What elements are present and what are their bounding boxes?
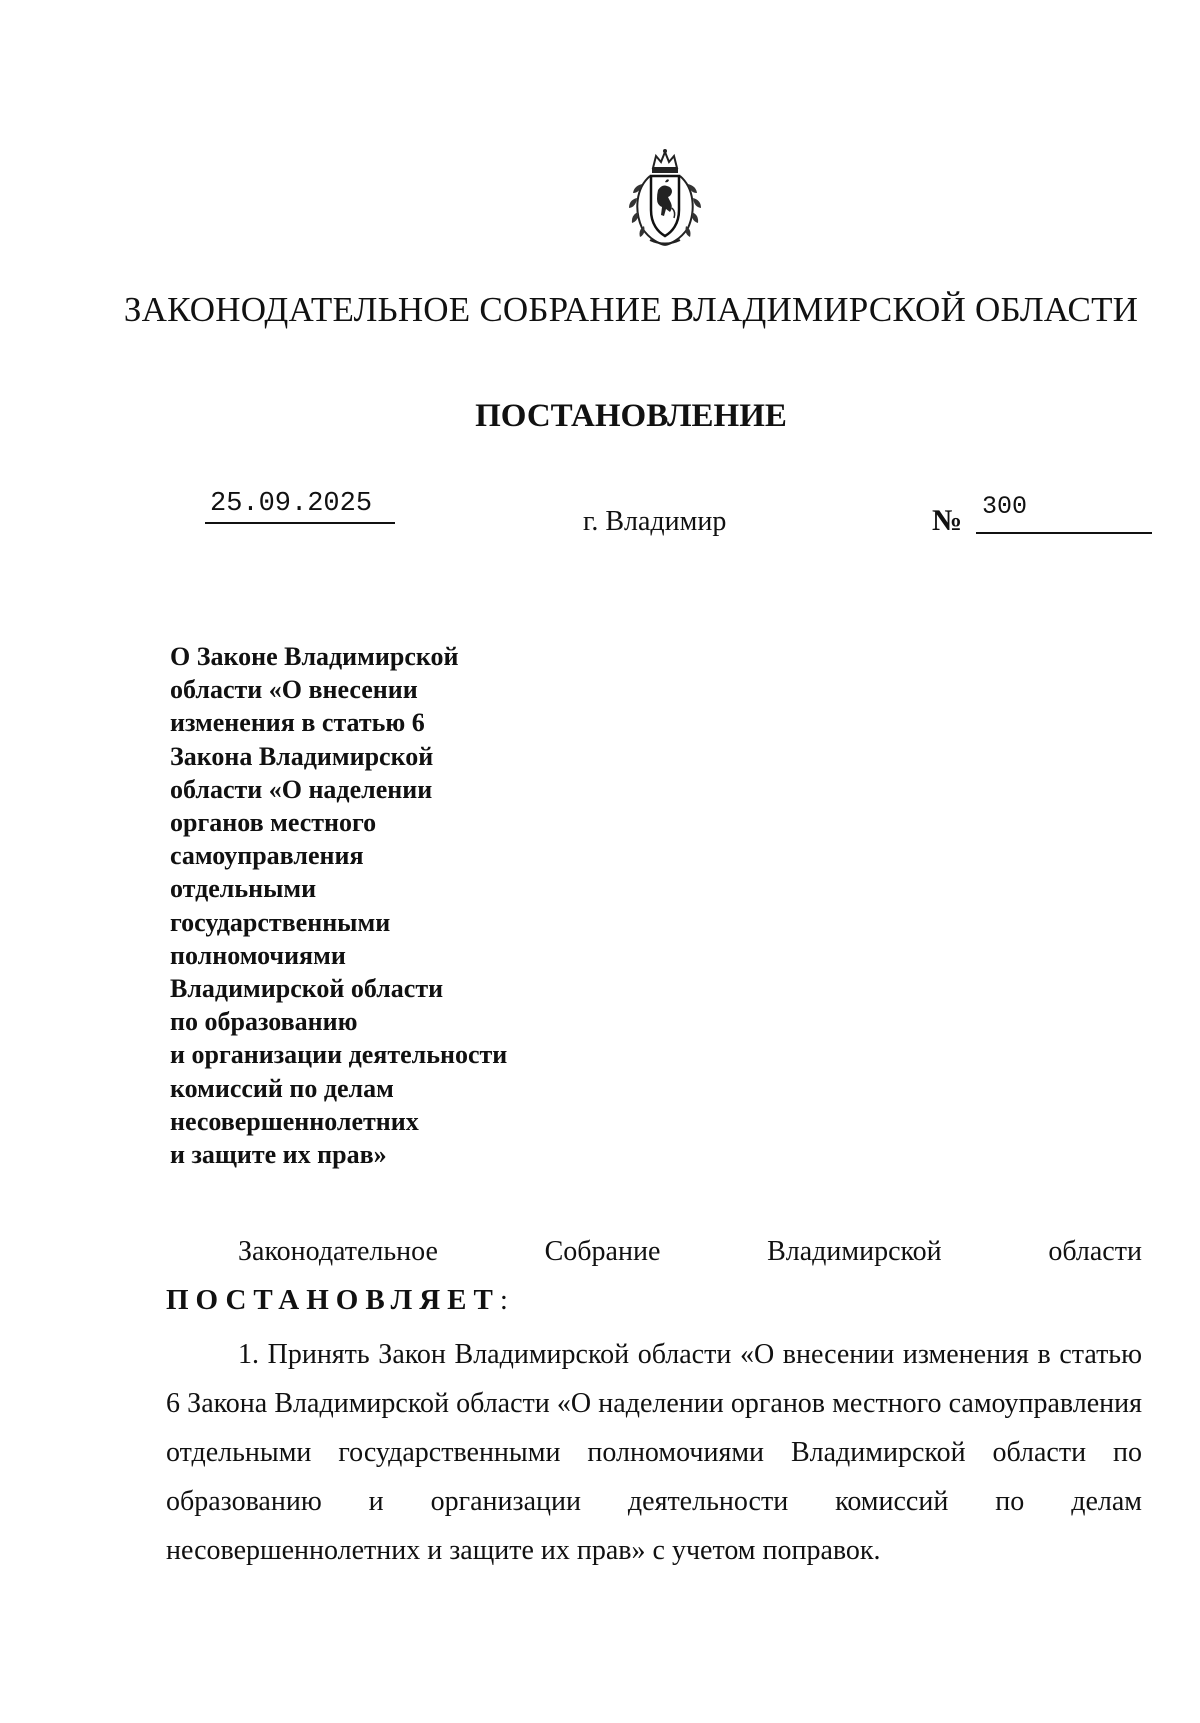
subject-line: органов местного: [170, 808, 377, 838]
decree-colon: :: [499, 1284, 508, 1316]
number-underline: [976, 532, 1152, 534]
vladimir-oblast-coat-of-arms-icon: [620, 148, 710, 248]
subject-line: Закона Владимирской: [170, 741, 434, 771]
subject-line: самоуправления: [170, 841, 364, 871]
preamble-word: Собрание: [544, 1236, 661, 1267]
preamble-word: Законодательное: [238, 1236, 438, 1267]
number-value: 300: [982, 492, 1028, 521]
subject-line: полномочиями: [170, 940, 346, 970]
decree-heading: [166, 1284, 508, 1317]
paragraph-1: 1. Принять Закон Владимирской области «О внесении изменения в статью 6 Закона Владимирской области «О наделении органов местного самоуправления отдельными государственными полномочиями Владимирской области по образованию и организации деятельности комиссий по делам несовершеннолетних и защите их прав» с учетом поправок.: [166, 1339, 1142, 1566]
subject-line: Владимирской области: [170, 974, 444, 1004]
subject-line: О Законе Владимирской: [170, 642, 459, 671]
date-value: 25.09.2025: [210, 489, 373, 519]
subject-line: несовершеннолетних: [170, 1106, 419, 1136]
number-field: [932, 492, 1152, 537]
subject-line: по образованию: [170, 1007, 358, 1037]
document-type: ПОСТАНОВЛЕНИЕ: [475, 398, 787, 434]
date-field: [205, 486, 395, 524]
subject-line: государственными: [170, 907, 391, 937]
organization-title: ЗАКОНОДАТЕЛЬНОЕ СОБРАНИЕ ВЛАДИМИРСКОЙ ОБЛАСТИ: [123, 290, 1139, 329]
subject-line: области «О внесении: [170, 675, 418, 705]
preamble-word: области: [1048, 1236, 1142, 1267]
subject-line: и организации деятельности: [170, 1040, 508, 1070]
subject-line: и защите их прав»: [170, 1140, 387, 1170]
number-sign: №: [932, 504, 963, 537]
preamble-word: Владимирской: [767, 1236, 942, 1267]
subject-line: изменения в статью 6: [170, 708, 425, 738]
preamble: [166, 1236, 1142, 1268]
city: г. Владимир: [583, 506, 727, 537]
subject-block: [170, 640, 590, 1171]
subject-line: области «О наделении: [170, 774, 433, 804]
subject-line: отдельными: [170, 874, 317, 904]
decree-word: ПОСТАНОВЛЯЕТ: [166, 1284, 500, 1316]
subject-line: комиссий по делам: [170, 1073, 394, 1103]
